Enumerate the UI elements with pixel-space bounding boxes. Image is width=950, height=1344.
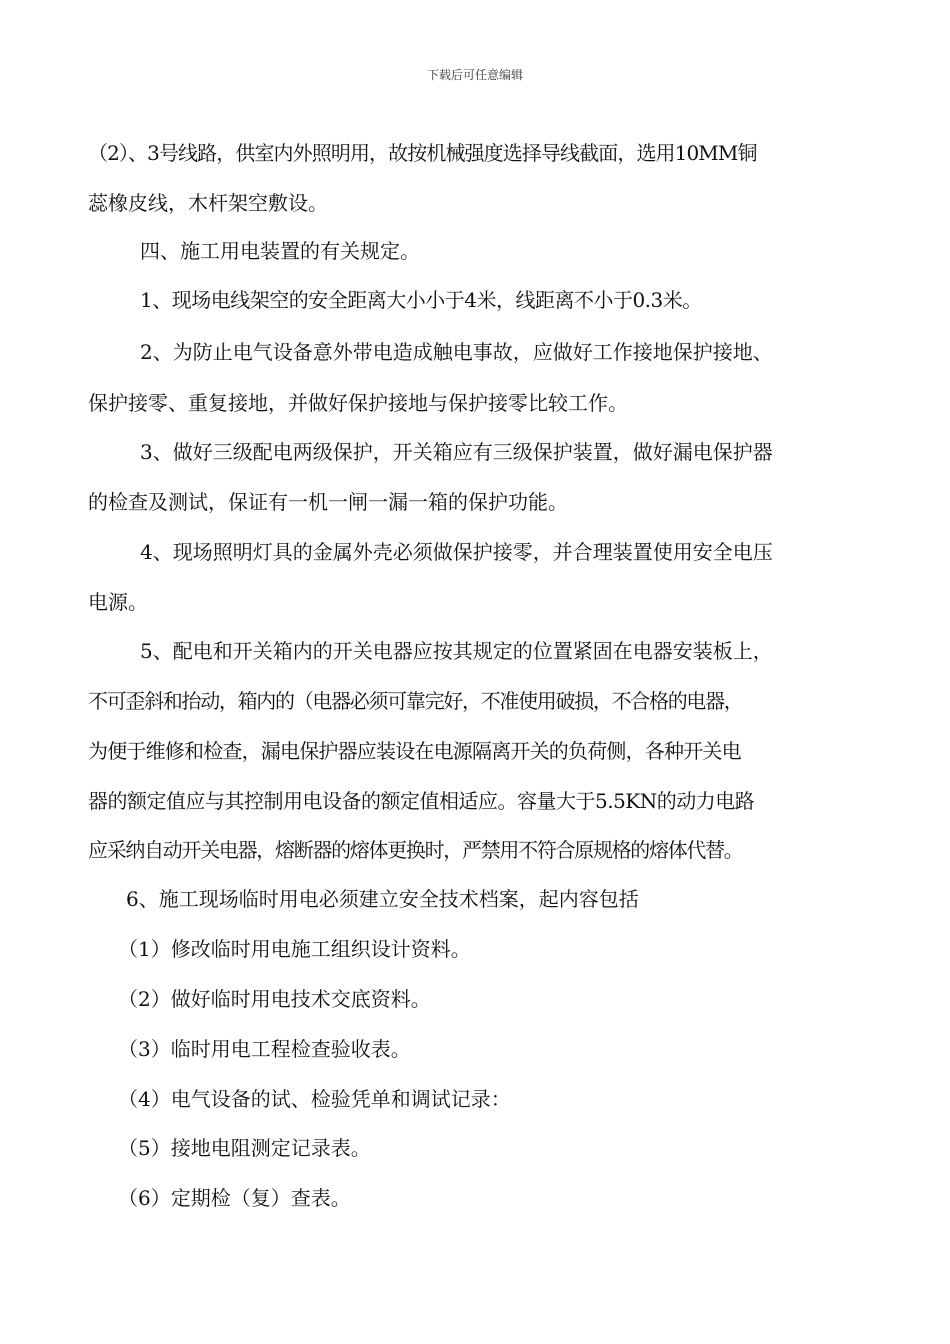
- page-header: 下载后可任意编辑: [426, 68, 523, 82]
- text-line: 2、为防止电气设备意外带电造成触电事故，应做好工作接地保护接地、: [140, 340, 773, 364]
- text-line: 4、现场照明灯具的金属外壳必须做保护接零，并合理装置使用安全电压: [140, 540, 773, 564]
- text-line: 3、做好三级配电两级保护，开关箱应有三级保护装置，做好漏电保护器: [140, 440, 773, 464]
- list-item: （4）电气设备的试、检验凭单和调试记录：: [118, 1087, 511, 1111]
- text-line: 不可歪斜和抬动，箱内的（电器必须可靠完好，不准使用破损，不合格的电器，: [88, 689, 743, 713]
- text-line: 应采纳自动开关电器，熔断器的熔体更换时，严禁用不符合原规格的熔体代替。: [88, 838, 743, 862]
- list-item: （1）修改临时用电施工组织设计资料。: [118, 937, 471, 961]
- text-line: 5、配电和开关箱内的开关电器应按其规定的位置紧固在电器安装板上，: [140, 639, 773, 663]
- list-item: （6）定期检（复）查表。: [118, 1186, 351, 1210]
- text-line: 电源。: [88, 590, 148, 614]
- text-line: 的检查及测试，保证有一机一闸一漏一箱的保护功能。: [88, 490, 568, 514]
- text-line: （2）、3号线路，供室内外照明用，故按机械强度选择导线截面，选用10MM铜: [88, 141, 757, 165]
- text-line: 器的额定值应与其控制用电设备的额定值相适应。容量大于5.5KN的动力电路: [88, 789, 755, 813]
- text-line: 保护接零、重复接地，并做好保护接地与保护接零比较工作。: [88, 391, 628, 415]
- section-heading: 四、施工用电装置的有关规定。: [140, 239, 420, 263]
- text-line: 1、现场电线架空的安全距离大小小于4米，线距离不小于0.3米。: [140, 288, 702, 312]
- list-item: （5）接地电阻测定记录表。: [118, 1136, 371, 1160]
- list-item: （3）临时用电工程检查验收表。: [118, 1037, 411, 1061]
- text-line: 为便于维修和检查，漏电保护器应装设在电源隔离开关的负荷侧，各种开关电: [88, 739, 741, 763]
- list-item: （2）做好临时用电技术交底资料。: [118, 987, 431, 1011]
- text-line: 蕊橡皮线，木杆架空敷设。: [88, 191, 328, 215]
- text-line: 6、施工现场临时用电必须建立安全技术档案，起内容包括: [126, 887, 639, 911]
